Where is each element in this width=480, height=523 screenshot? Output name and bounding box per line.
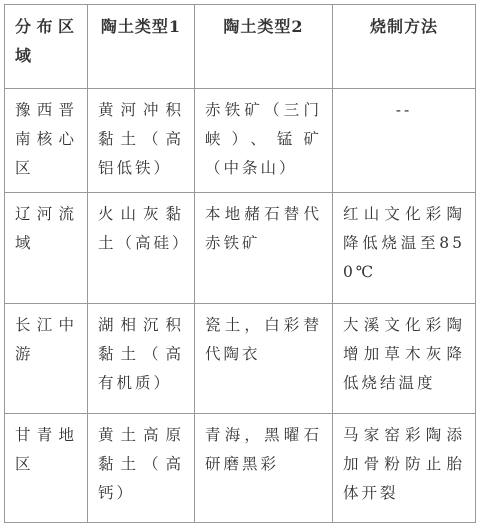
table-row <box>5 414 476 523</box>
cell-clay-type-1: 湖相沉积黏土（高有机质） <box>88 304 195 414</box>
table-row <box>5 193 476 304</box>
header-region: 分布区域 <box>5 5 88 89</box>
cell-clay-type-2: 本地赭石替代赤铁矿 <box>195 193 333 304</box>
data-table <box>4 4 476 523</box>
cell-clay-type-1: 黄土高原黏土（高钙） <box>88 414 195 523</box>
cell-firing-method: 红山文化彩陶降低烧温至850℃ <box>333 193 476 304</box>
header-clay-type-1: 陶土类型1 <box>88 5 195 89</box>
cell-clay-type-2: 赤铁矿（三门峡）、锰矿（中条山） <box>195 89 333 193</box>
header-firing-method: 烧制方法 <box>333 5 476 89</box>
cell-clay-type-2: 青海，黑曜石研磨黑彩 <box>195 414 333 523</box>
cell-clay-type-1: 黄河冲积黏土（高铝低铁） <box>88 89 195 193</box>
cell-region: 豫西晋南核心区 <box>5 89 88 193</box>
cell-region: 甘青地区 <box>5 414 88 523</box>
cell-region: 长江中游 <box>5 304 88 414</box>
table-row <box>5 304 476 414</box>
cell-firing-method: -- <box>333 89 476 193</box>
header-clay-type-2: 陶土类型2 <box>195 5 333 89</box>
cell-clay-type-2: 瓷土，白彩替代陶衣 <box>195 304 333 414</box>
cell-clay-type-1: 火山灰黏土（高硅） <box>88 193 195 304</box>
cell-region: 辽河流域 <box>5 193 88 304</box>
cell-firing-method: 大溪文化彩陶增加草木灰降低烧结温度 <box>333 304 476 414</box>
table-row <box>5 89 476 193</box>
cell-firing-method: 马家窑彩陶添加骨粉防止胎体开裂 <box>333 414 476 523</box>
header-row <box>5 5 476 89</box>
